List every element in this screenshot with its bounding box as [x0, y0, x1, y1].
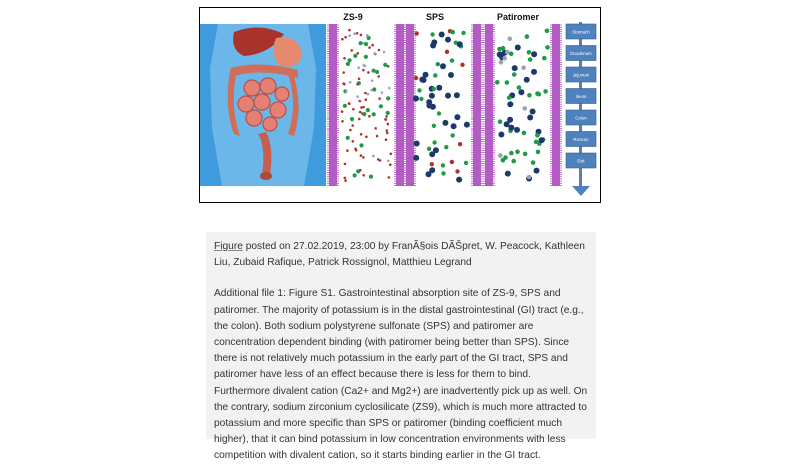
particle [375, 70, 379, 74]
membrane-strip [483, 24, 495, 186]
particle [342, 82, 345, 85]
particle [461, 31, 465, 35]
flow-step-label: Stomach [572, 29, 590, 35]
particle [341, 120, 344, 123]
particle [350, 117, 354, 121]
particle [359, 111, 362, 114]
particle [359, 143, 363, 147]
particle [373, 52, 376, 55]
particle [514, 127, 520, 133]
flow-step-label: Ileum [575, 93, 587, 99]
particle [368, 115, 371, 118]
particle [345, 90, 348, 93]
particle [359, 41, 363, 45]
particle [515, 45, 521, 51]
particle [374, 127, 377, 130]
particle [386, 96, 390, 100]
particle [501, 46, 506, 51]
particle [518, 89, 524, 95]
particle [427, 147, 431, 151]
figure-description: Additional file 1: Figure S1. Gastrointestinal absorption site of ZS-9, SPS and patiromer. The majority of potassium is in the distal gastrointestinal (GI) tract (e.g., the colon). Both sodium polystyrene sulfonate (SPS) and patiromer are concentration dependent binding (with patiromer being better than SPS). Since there is not relatively much potassium in the early part of the GI tract, SPS and patiromer have less of an effect because there is less for them to bind. Furthermore divalent cation (Ca2+ and Mg2+) are inadvertently pick up as well. On the contrary, sodium zirconium cyclosilicate (ZS9), which is much more attracted to potassium and more specific than SPS or patiromer (binding coefficient much higher), that it can bind potassium in low concentration environments with less competition with divalent cation, so it starts binding earlier in the GI tract. [214, 288, 588, 462]
particle [343, 104, 347, 108]
column-title-sps: SPS [425, 12, 445, 22]
particle [364, 92, 367, 95]
flow-step [566, 132, 596, 147]
particle [517, 85, 522, 90]
particle [365, 136, 368, 139]
particle [531, 160, 536, 165]
particle [372, 87, 376, 91]
particle [429, 167, 435, 173]
particle [498, 132, 504, 138]
particle [348, 58, 352, 62]
particle [536, 150, 541, 155]
particle [342, 71, 345, 74]
particle [371, 44, 374, 47]
intestinal-membranes [327, 24, 562, 186]
particle [430, 162, 434, 166]
particle [378, 97, 381, 100]
particle [502, 56, 507, 61]
particle [364, 65, 367, 68]
particle [379, 104, 383, 108]
particle [439, 32, 445, 38]
particle [352, 140, 355, 143]
particle [454, 114, 460, 120]
particle [432, 140, 436, 144]
particle [386, 132, 389, 135]
particle [430, 43, 436, 49]
particle [528, 57, 533, 62]
particle [421, 77, 427, 83]
particle [343, 57, 346, 60]
particle [531, 69, 537, 75]
particle [508, 37, 513, 42]
membrane-strip [327, 24, 339, 186]
particle [384, 118, 387, 121]
flow-step [566, 24, 596, 39]
particle [348, 34, 351, 37]
flow-step [566, 67, 596, 82]
posted-text: posted on 27.02.2019, 23:00 by FranÃ§ois DÃŠpret, W. Peacock, Kathleen Liu, Zubaid Rafique, Patrick Rossignol, Matthieu Legrand [214, 241, 585, 269]
particle [456, 177, 462, 183]
particle [378, 49, 381, 52]
particle [388, 87, 391, 90]
particle [386, 111, 390, 115]
particle [350, 49, 353, 52]
particle [360, 154, 363, 157]
particle [371, 79, 374, 82]
particle [367, 71, 370, 74]
particle [353, 173, 357, 177]
particle [451, 123, 457, 129]
particle [355, 149, 358, 152]
particle [426, 99, 432, 105]
particle [414, 76, 418, 80]
particle [531, 51, 537, 57]
particle [377, 158, 380, 161]
particle [508, 125, 514, 131]
particle [386, 129, 389, 132]
particle [364, 42, 368, 46]
binder-particles [341, 29, 550, 183]
particle [344, 36, 347, 39]
particle [543, 89, 548, 94]
particle [360, 106, 363, 109]
particle [527, 115, 533, 121]
particle [362, 156, 365, 159]
particle [358, 78, 361, 81]
particle [495, 80, 500, 85]
particle [417, 88, 421, 92]
particle [530, 109, 536, 115]
particle [356, 83, 359, 86]
flow-step-label: Exit [577, 158, 585, 164]
particle [432, 124, 436, 128]
particle [356, 95, 359, 98]
particle [455, 169, 459, 173]
particle [389, 163, 392, 166]
particle [437, 111, 441, 115]
particle [356, 32, 359, 35]
particle [346, 62, 350, 66]
particle [460, 63, 464, 67]
particle [430, 104, 436, 110]
particle [454, 92, 460, 98]
particle [444, 145, 448, 149]
particle [464, 122, 470, 128]
particle [348, 102, 351, 105]
gi-anatomy-illustration [200, 24, 326, 186]
particle [507, 95, 512, 100]
particle [505, 171, 511, 177]
particle [464, 161, 468, 165]
particle [352, 108, 355, 111]
particle [383, 51, 386, 54]
particle [357, 52, 360, 55]
particle [537, 92, 542, 97]
particle [498, 119, 503, 124]
column-title-patiromer: Patiromer [496, 12, 540, 22]
flow-step [566, 46, 596, 61]
particle [521, 65, 526, 70]
particle [362, 69, 365, 72]
particle [436, 85, 442, 91]
particle [542, 56, 547, 61]
particle [387, 123, 390, 126]
particle [346, 136, 350, 140]
particle [429, 93, 435, 99]
particle [414, 141, 420, 147]
particle [433, 73, 437, 77]
particle [503, 155, 508, 160]
particle [388, 176, 391, 179]
particle [376, 135, 379, 138]
particle [360, 133, 363, 136]
particle [365, 98, 368, 101]
particle [523, 152, 528, 157]
flow-step-label: Jejunum [572, 72, 590, 78]
particle [440, 63, 446, 69]
particle [372, 112, 376, 116]
particle [534, 168, 540, 174]
particle [415, 31, 419, 35]
particle [357, 66, 360, 69]
flow-step-label: Colon [575, 115, 587, 121]
flow-step [566, 89, 596, 104]
particle [507, 101, 513, 107]
membrane-strip [404, 24, 416, 186]
particle [433, 147, 439, 153]
particle [387, 160, 390, 163]
particle [423, 72, 429, 78]
particle [545, 45, 550, 50]
particle [458, 142, 462, 146]
particle [509, 51, 514, 56]
particle [441, 163, 445, 167]
particle [366, 108, 370, 112]
particle [515, 150, 520, 155]
particle [362, 174, 365, 177]
particle [450, 30, 454, 34]
particle [450, 58, 454, 62]
particle [445, 37, 451, 43]
particle [442, 120, 448, 126]
particle [436, 62, 440, 66]
particle [413, 155, 419, 161]
particle [341, 38, 344, 41]
particle [383, 63, 387, 67]
particle [535, 133, 540, 138]
membrane-strip [471, 24, 483, 186]
particle [346, 149, 349, 152]
particle [353, 32, 356, 35]
particle [498, 153, 503, 158]
flow-step [566, 153, 596, 168]
particle [344, 177, 347, 180]
gi-tract-flowchart [566, 22, 596, 196]
particle [381, 91, 384, 94]
figure-caption [206, 232, 596, 462]
particle [359, 169, 362, 172]
particle [507, 117, 513, 123]
particle [524, 77, 530, 83]
particle [509, 151, 514, 156]
particle [527, 175, 532, 180]
particle [344, 163, 347, 166]
particle [385, 138, 388, 141]
particle [525, 34, 530, 39]
membrane-strip [550, 24, 562, 186]
particle [349, 81, 352, 84]
particle [451, 133, 455, 137]
flow-step-label: Duodenum [570, 50, 592, 56]
particle [430, 32, 434, 36]
particle [362, 112, 366, 116]
particle [545, 29, 550, 34]
posted-info [214, 239, 588, 271]
particle [359, 100, 362, 103]
particle [512, 65, 518, 71]
particle [364, 55, 368, 59]
particle [539, 137, 545, 143]
figure-link[interactable]: Figure [214, 241, 243, 252]
particle [511, 159, 516, 164]
particle [385, 115, 388, 118]
particle [370, 89, 373, 92]
particle [351, 124, 354, 127]
particle [499, 60, 504, 65]
particle [441, 171, 445, 175]
particle [523, 106, 528, 111]
particle [344, 179, 347, 182]
particle [369, 175, 373, 179]
particle [348, 29, 351, 32]
particle [527, 93, 532, 98]
flow-step-label: Rectum [573, 136, 589, 142]
particle [390, 153, 393, 156]
particle [457, 41, 463, 47]
particle [419, 97, 423, 101]
particle [413, 96, 419, 102]
figure-image [199, 7, 601, 203]
particle [445, 93, 451, 99]
column-title-zs9: ZS-9 [343, 12, 363, 22]
particle [372, 155, 375, 158]
particle [527, 50, 532, 55]
particle [432, 87, 436, 91]
particle [367, 36, 371, 40]
particle [505, 80, 510, 85]
flow-step [566, 110, 596, 125]
particle [445, 50, 449, 54]
particle [367, 93, 370, 96]
particle [360, 34, 363, 37]
particle [448, 72, 454, 78]
particle [368, 46, 371, 49]
particle [353, 54, 357, 58]
particle [377, 75, 380, 78]
particle [341, 110, 344, 113]
particle [349, 129, 352, 132]
particle [512, 72, 517, 77]
particle [534, 140, 539, 145]
particle [522, 131, 527, 136]
particle [450, 160, 454, 164]
particle [358, 118, 361, 121]
